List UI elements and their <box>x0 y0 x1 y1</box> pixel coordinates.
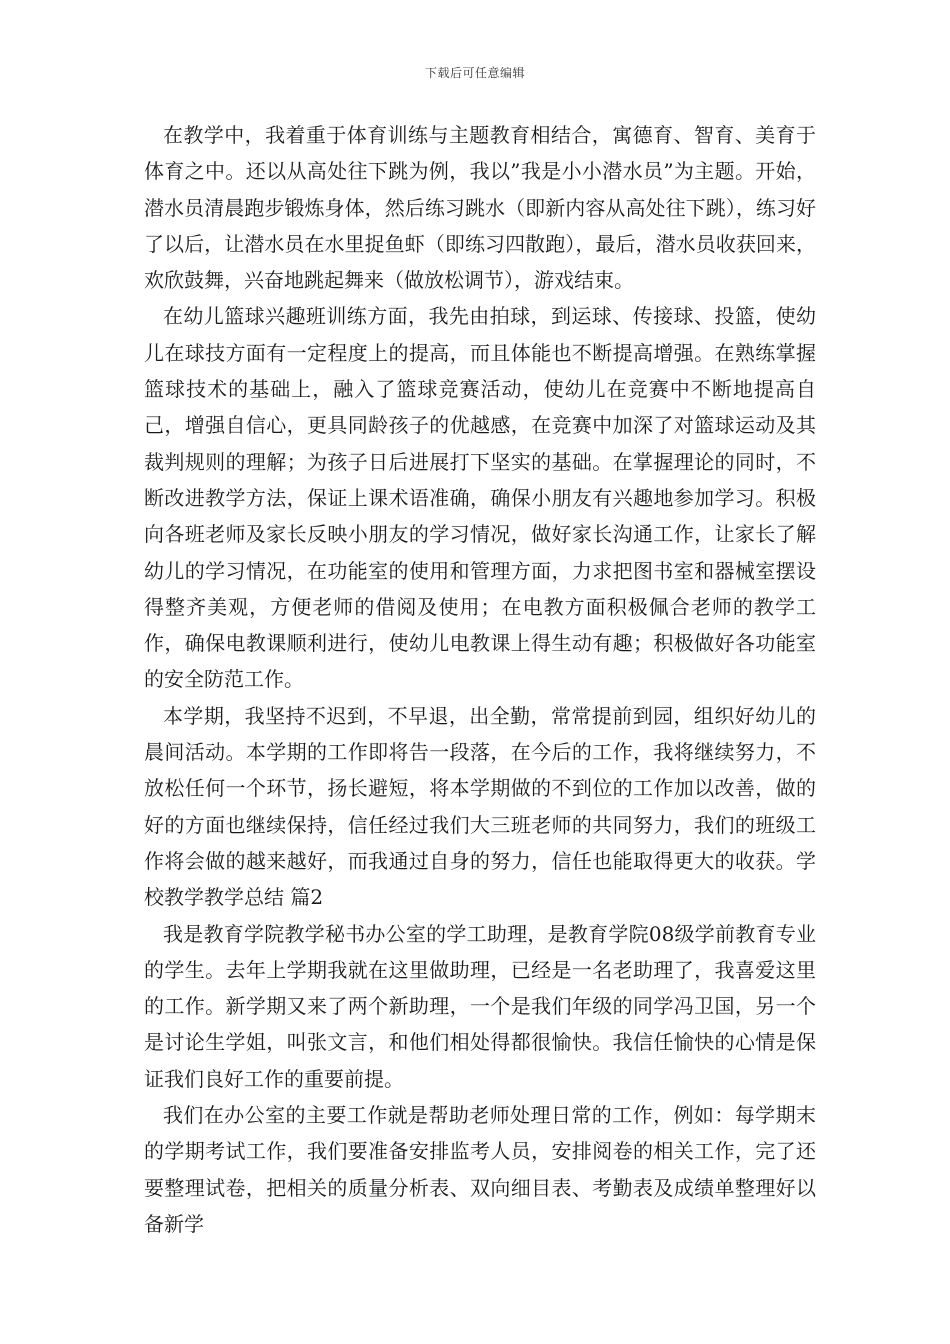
document-body <box>144 117 816 1242</box>
paragraph: 我们在办公室的主要工作就是帮助老师处理日常的工作，例如：每学期末的学期考试工作，我们要准备安排监考人员，安排阅卷的相关工作，完了还要整理试卷，把相关的质量分析表、双向细目表、考勤表及成绩单整理好以备新学 <box>144 1103 816 1236</box>
paragraph: 我是教育学院教学秘书办公室的学工助理，是教育学院08级学前教育专业的学生。去年上学期我就在这里做助理，已经是一名老助理了，我喜爱这里的工作。新学期又来了两个新助理，一个是我们年级的同学冯卫国，另一个是讨论生学姐，叫张文言，和他们相处得都很愉快。我信任愉快的心情是保证我们良好工作的重要前提。 <box>144 921 816 1091</box>
paragraph: 本学期，我坚持不迟到，不早退，出全勤，常常提前到园，组织好幼儿的晨间活动。本学期的工作即将告一段落，在今后的工作，我将继续努力，不放松任何一个环节，扬长避短，将本学期做的不到位的工作加以改善，做的好的方面也继续保持，信任经过我们大三班老师的共同努力，我们的班级工作将会做的越来越好，而我通过自身的努力，信任也能取得更大的收获。学校教学教学总结 篇2 <box>144 703 816 910</box>
paragraph: 在幼儿篮球兴趣班训练方面，我先由拍球，到运球、传接球、投篮，使幼儿在球技方面有一定程度上的提高，而且体能也不断提高增强。在熟练掌握篮球技术的基础上，融入了篮球竞赛活动，使幼儿在竞赛中不断地提高自己，增强自信心，更具同龄孩子的优越感，在竞赛中加深了对篮球运动及其裁判规则的理解；为孩子日后进展打下坚实的基础。在掌握理论的同时，不断改进教学方法，保证上课术语准确，确保小朋友有兴趣地参加学习。积极向各班老师及家长反映小朋友的学习情况，做好家长沟通工作，让家长了解幼儿的学习情况，在功能室的使用和管理方面，力求把图书室和器械室摆设得整齐美观，方便老师的借阅及使用；在电教方面积极佩合老师的教学工作，确保电教课顺利进行，使幼儿电教课上得生动有趣；积极做好各功能室的安全防范工作。 <box>144 304 816 692</box>
page-header: 下载后可任意编辑 <box>424 66 525 80</box>
paragraph: 在教学中，我着重于体育训练与主题教育相结合，寓德育、智育、美育于体育之中。还以从高处往下跳为例，我以”我是小小潜水员”为主题。开始，潜水员清晨跑步锻炼身体，然后练习跳水（即新内容从高处往下跳），练习好了以后，让潜水员在水里捉鱼虾（即练习四散跑），最后，潜水员收获回来，欢欣鼓舞，兴奋地跳起舞来（做放松调节），游戏结束。 <box>144 123 816 293</box>
